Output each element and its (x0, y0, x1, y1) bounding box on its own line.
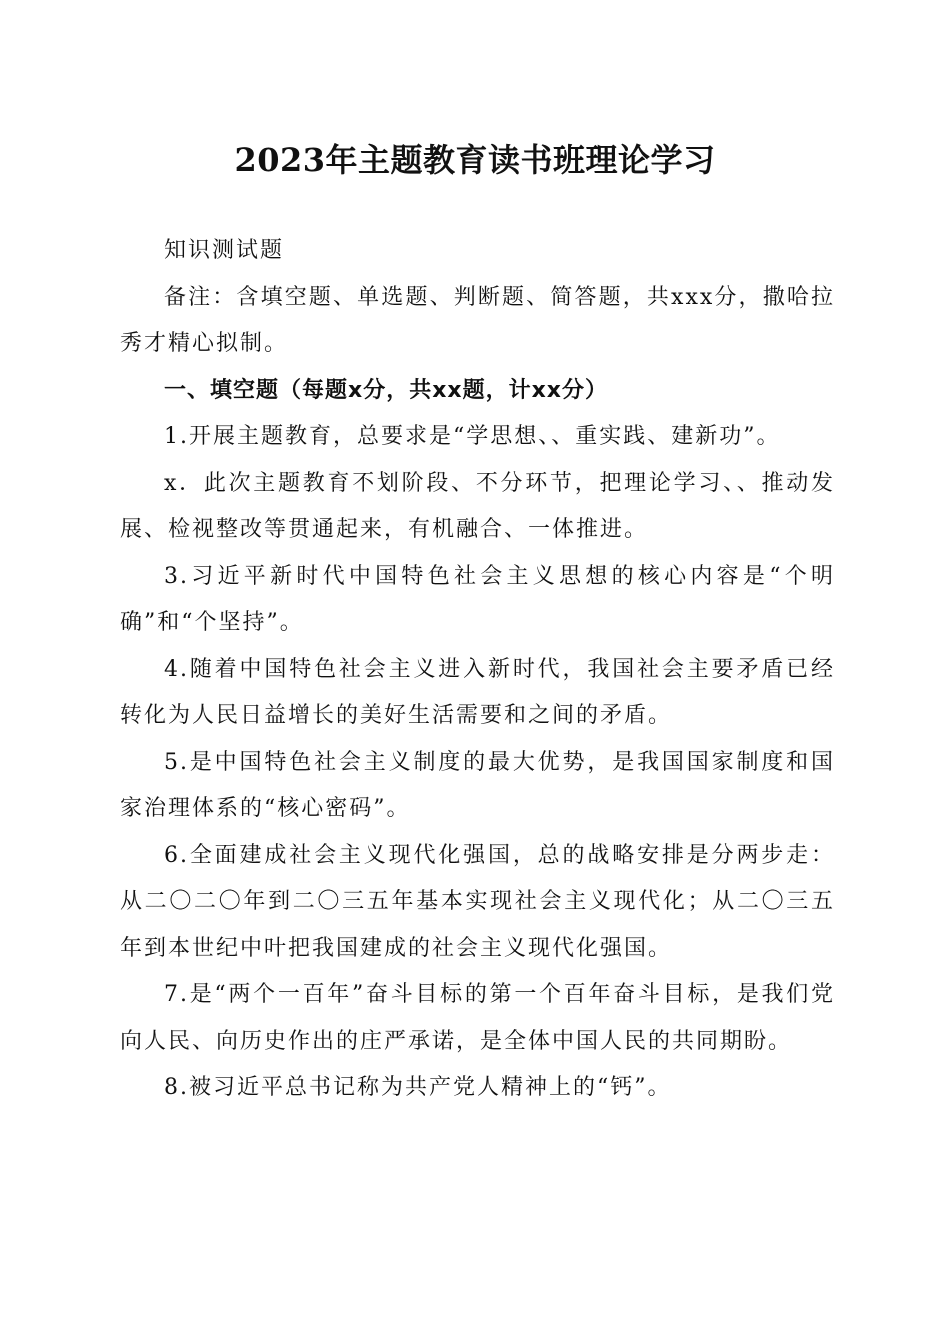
question-2: x．此次主题教育不划阶段、不分环节，把理论学习、、推动发展、检视整改等贯通起来，有机融合、一体推进。 (120, 470, 835, 542)
question-7: 7.是“两个一百年”奋斗目标的第一个百年奋斗目标，是我们党向人民、向历史作出的庄严承诺，是全体中国人民的共同期盼。 (120, 982, 835, 1054)
document-body (120, 228, 835, 1112)
question-1: 1.开展主题教育，总要求是“学思想、、重实践、建新功”。 (164, 424, 781, 449)
question-6: 6.全面建成社会主义现代化强国，总的战略安排是分两步走：从二〇二〇年到二〇三五年基本实现社会主义现代化；从二〇三五年到本世纪中叶把我国建成的社会主义现代化强国。 (120, 842, 835, 961)
note-paragraph: 备注：含填空题、单选题、判断题、简答题，共xxx分，撒哈拉秀才精心拟制。 (120, 284, 835, 356)
question-3: 3.习近平新时代中国特色社会主义思想的核心内容是“个明确”和“个坚持”。 (120, 563, 835, 635)
question-4: 4.随着中国特色社会主义进入新时代，我国社会主要矛盾已经转化为人民日益增长的美好生活需要和之间的矛盾。 (120, 656, 835, 728)
document-title: 2023年主题教育读书班理论学习 (234, 141, 716, 179)
section-heading-fill-in: 一、填空题（每题x分，共xx题，计xx分） (164, 377, 608, 403)
question-5: 5.是中国特色社会主义制度的最大优势，是我国国家制度和国家治理体系的“核心密码”。 (120, 749, 835, 821)
subtitle: 知识测试题 (164, 238, 285, 263)
question-8: 8.被习近平总书记称为共产党人精神上的“钙”。 (164, 1075, 672, 1100)
